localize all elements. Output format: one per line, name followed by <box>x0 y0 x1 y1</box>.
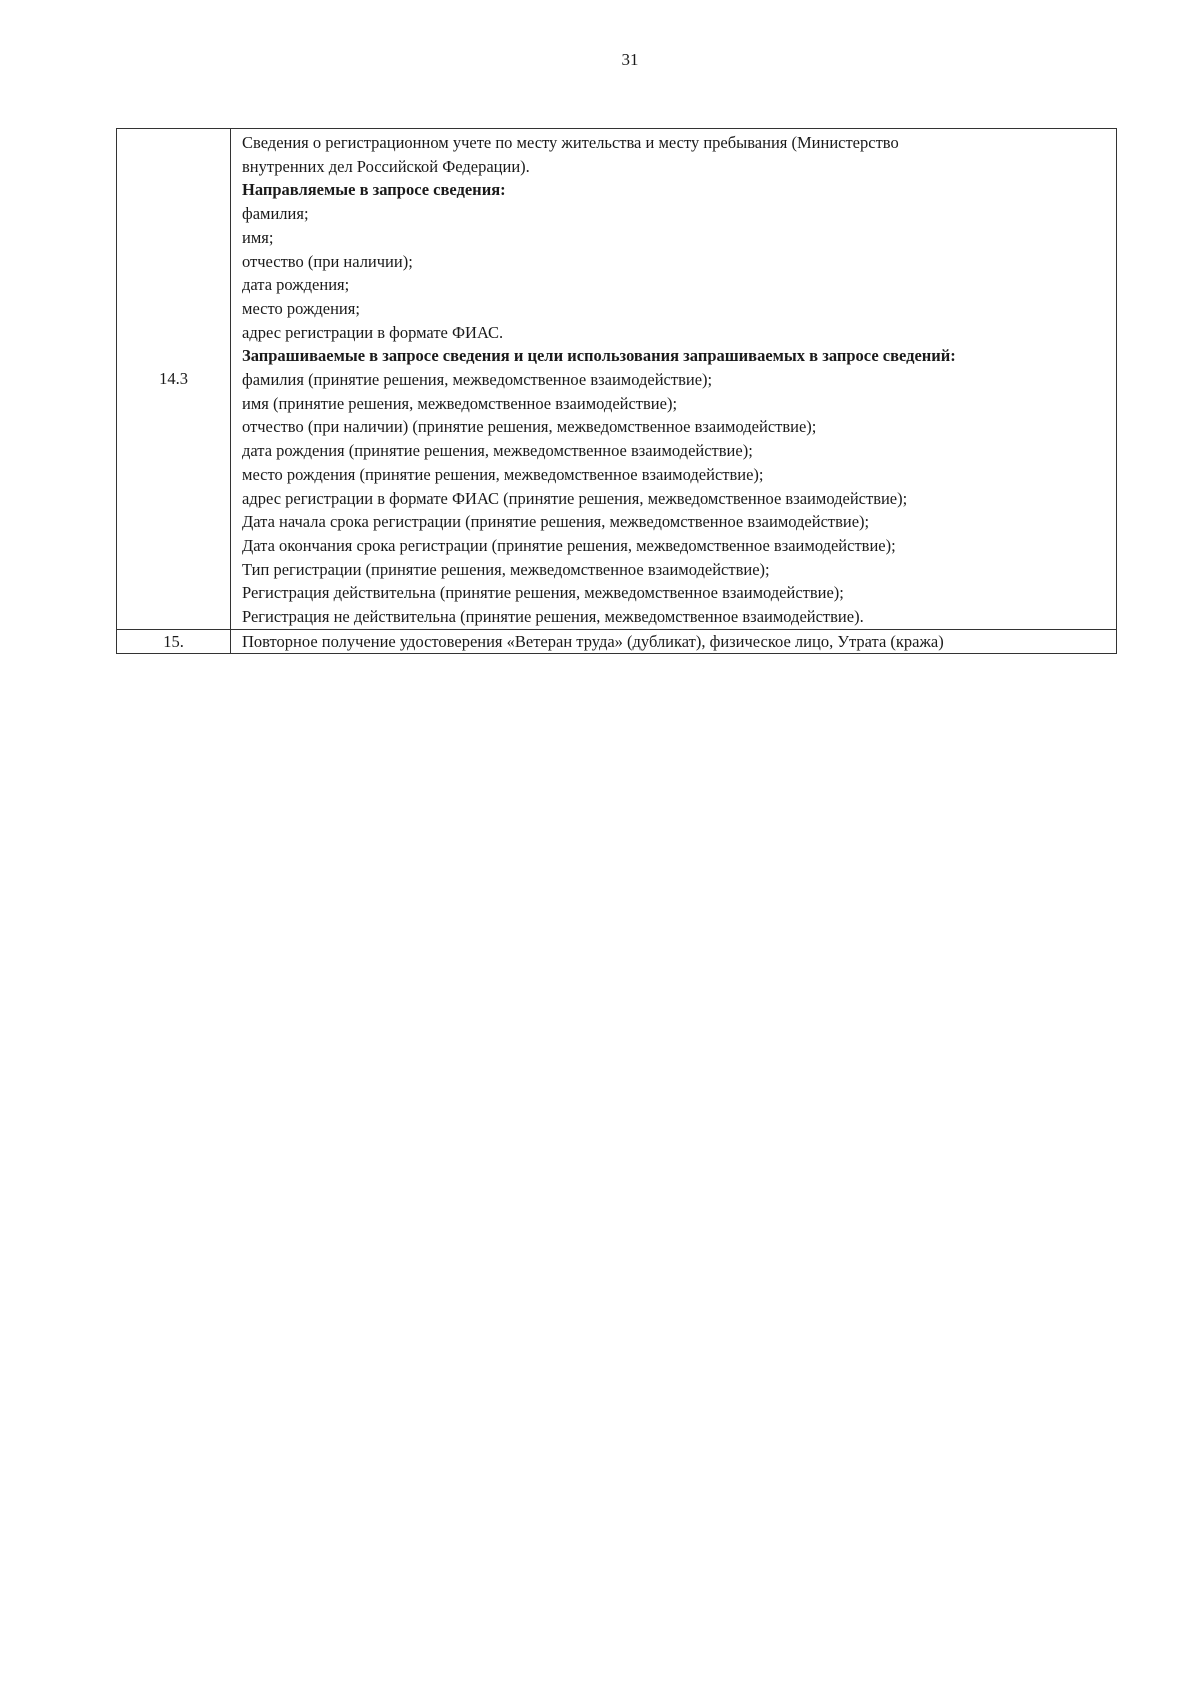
list-item: Регистрация не действительна (принятие решения, межведомственное взаимодействие). <box>242 607 864 627</box>
list-item: дата рождения (принятие решения, межведомственное взаимодействие); <box>242 441 753 461</box>
service-title: Повторное получение удостоверения «Ветеран труда» (дубликат), физическое лицо, Утрата (кража) <box>242 631 944 651</box>
list-item: место рождения (принятие решения, межведомственное взаимодействие); <box>242 464 764 484</box>
list-item: Регистрация действительна (принятие решения, межведомственное взаимодействие); <box>242 583 844 603</box>
services-table <box>116 128 1117 654</box>
row-content <box>231 629 1117 654</box>
list-item: фамилия; <box>242 204 309 224</box>
page-number: 31 <box>621 50 639 69</box>
requested-data-heading: Запрашиваемые в запросе сведения и цели использования запрашиваемых в запросе сведений: <box>242 346 956 366</box>
service-description-line: Сведения о регистрационном учете по месту жительства и месту пребывания (Министерство <box>242 133 899 152</box>
list-item: дата рождения; <box>242 275 350 295</box>
row-number: 14.3 <box>117 129 231 630</box>
service-description-line: внутренних дел Российской Федерации). <box>242 156 530 176</box>
list-item: отчество (при наличии); <box>242 251 413 271</box>
row-content <box>231 129 1117 630</box>
list-item: Дата окончания срока регистрации (принятие решения, межведомственное взаимодействие); <box>242 535 896 555</box>
list-item: адрес регистрации в формате ФИАС. <box>242 322 504 342</box>
list-item: адрес регистрации в формате ФИАС (принятие решения, межведомственное взаимодействие); <box>242 488 908 508</box>
list-item: место рождения; <box>242 298 360 318</box>
row-number: 15. <box>117 629 231 654</box>
list-item: фамилия (принятие решения, межведомственное взаимодействие); <box>242 370 713 390</box>
table-row <box>117 129 1117 630</box>
sent-data-heading: Направляемые в запросе сведения: <box>242 180 506 200</box>
list-item: имя; <box>242 227 274 247</box>
list-item: Дата начала срока регистрации (принятие решения, межведомственное взаимодействие); <box>242 512 870 532</box>
list-item: имя (принятие решения, межведомственное взаимодействие); <box>242 393 678 413</box>
list-item: отчество (при наличии) (принятие решения, межведомственное взаимодействие); <box>242 417 817 437</box>
list-item: Тип регистрации (принятие решения, межведомственное взаимодействие); <box>242 559 770 579</box>
table-row <box>117 629 1117 654</box>
